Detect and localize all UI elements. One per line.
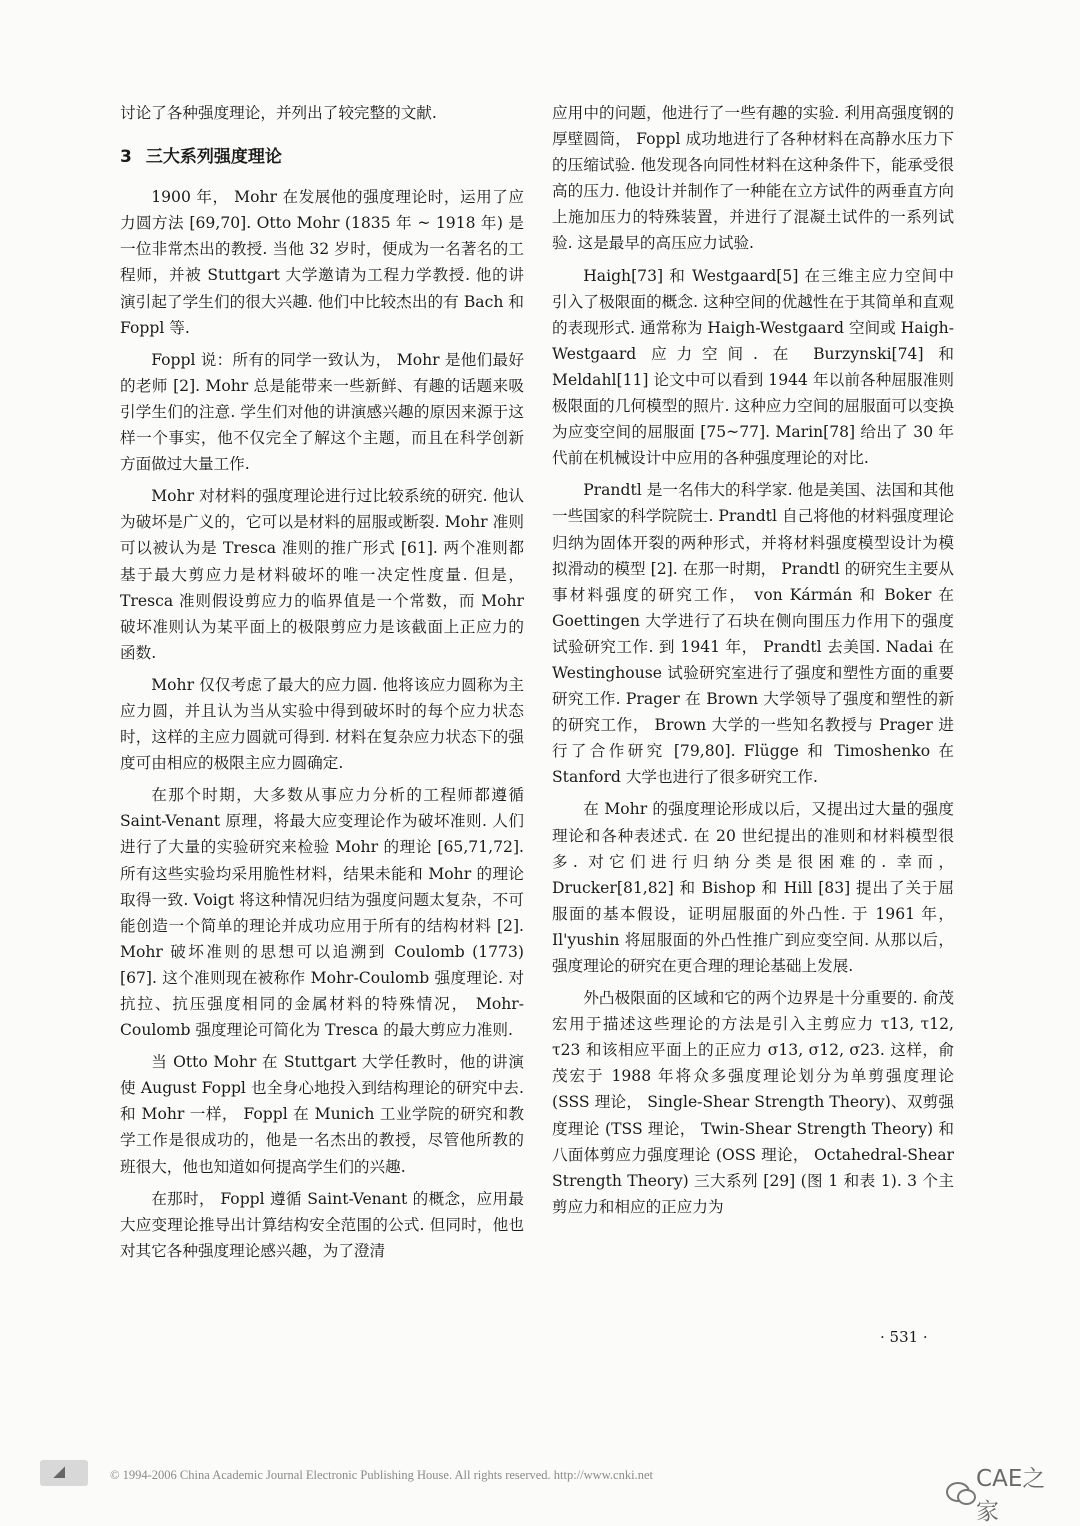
- page-number: · 531 ·: [880, 1328, 928, 1346]
- paragraph: 讨论了各种强度理论，并列出了较完整的文献.: [120, 104, 437, 122]
- footer: [40, 1456, 1050, 1525]
- paragraph: Haigh[73] 和 Westgaard[5] 在三维主应力空间中引入了极限面的概念. 这种空间的优越性在于其简单和直观的表现形式. 通常称为 Haigh-Westgaard 空间或 Haigh-Westgaard 应力空间. 在 Burzynski[74] 和 Meldahl[11] 论文中可以看到 1944 年以前各种屈服准则极限面的几何模型的照片. 这种应力空间的屈服面可以变换为应变空间的屈服面 [75~77]. Marin[78] 给出了 30 年代前在机械设计中应用的各种强度理论的对比.: [552, 266, 954, 468]
- section-heading: [120, 144, 524, 170]
- right-column: [552, 100, 954, 1226]
- paragraph: 在那时， Foppl 遵循 Saint-Venant 的概念，应用最大应变理论推导出计算结构安全范围的公式. 但同时，他也对其它各种强度理论感兴趣，为了澄清: [120, 1189, 524, 1260]
- paragraph: 外凸极限面的区域和它的两个边界是十分重要的. 俞茂宏用于描述这些理论的方法是引入主剪应力 τ13, τ12, τ23 和该相应平面上的正应力 σ13, σ12, σ23. 这样，俞茂宏于 1988 年将众多强度理论划分为单剪强度理论 (SSS 理论， Single-Shear Strength Theory)、双剪强度理论 (TSS 理论， Twin-Shear Strength Theory) 和八面体剪应力强度理论 (OSS 理论， Octahedral-Shear Strength Theory) 三大系列 [29] (图 1 和表 1). 3 个主剪应力和相应的正应力为: [552, 989, 954, 1216]
- copyright-text: © 1994-2006 China Academic Journal Electronic Publishing House. All rights reserved. http://www.cnki.net: [110, 1468, 653, 1482]
- paragraph: 1900 年， Mohr 在发展他的强度理论时，运用了应力圆方法 [69,70]. Otto Mohr (1835 年 ~ 1918 年) 是一位非常杰出的教授. 当他 32 岁时，便成为一名著名的工程师，并被 Stuttgart 大学邀请为工程力学教授. 他的讲演引起了学生们的很大兴趣. 他们中比较杰出的有 Bach 和 Foppl 等.: [120, 188, 524, 337]
- section-number: 3: [120, 147, 132, 168]
- paragraph: Mohr 对材料的强度理论进行过比较系统的研究. 他认为破坏是广义的，它可以是材料的屈服或断裂. Mohr 准则可以被认为是 Tresca 准则的推广形式 [61]. 两个准则都基于最大剪应力是材料破坏的唯一决定性度量. 但是， Tresca 准则假设剪应力的临界值是一个常数，而 Mohr 破坏准则认为某平面上的极限剪应力是该截面上正应力的函数.: [120, 487, 524, 662]
- paragraph: Foppl 说：所有的同学一致认为， Mohr 是他们最好的老师 [2]. Mohr 总是能带来一些新鲜、有趣的话题来吸引学生们的注意. 学生们对他的讲演感兴趣的原因来源于这样一个事实，他不仅完全了解这个主题，而且在科学创新方面做过大量工作.: [120, 350, 524, 474]
- wechat-icon: [946, 1480, 970, 1506]
- cnki-logo-icon: ◢: [40, 1460, 88, 1486]
- paragraph: Prandtl 是一名伟大的科学家. 他是美国、法国和其他一些国家的科学院院士. Prandtl 自己将他的材料强度理论归纳为固体开裂的两种形式，并将材料强度模型设计为模拟滑动的模型 [2]. 在那一时期， Prandtl 的研究生主要从事材料强度的研究工作， von Kármán 和 Boker 在 Goettingen 大学进行了石块在侧向围压力作用下的强度试验研究工作. 到 1941 年， Prandtl 去美国. Nadai 在 Westinghouse 试验研究室进行了强度和塑性方面的重要研究工作. Prager 在 Brown 大学领导了强度和塑性的新的研究工作， Brown 大学的一些知名教授与 Prager 进行了合作研究 [79,80]. Flügge 和 Timoshenko 在 Stanford 大学也进行了很多研究工作.: [552, 481, 954, 787]
- paragraph: 当 Otto Mohr 在 Stuttgart 大学任教时，他的讲演使 August Foppl 也全身心地投入到结构理论的研究中去. 和 Mohr 一样， Foppl 在 Munich 工业学院的研究和教学工作是很成功的，他是一名杰出的教授，尽管他所教的班很大，他也知道如何提高学生们的兴趣.: [120, 1053, 524, 1176]
- section-title: 三大系列强度理论: [145, 147, 282, 168]
- paragraph: 应用中的问题，他进行了一些有趣的实验. 利用高强度钢的厚壁圆筒， Foppl 成功地进行了各种材料在高静水压力下的压缩试验. 他发现各向同性材料在这种条件下，能承受很高的压力. 他设计并制作了一种能在立方试件的两垂直方向上施加压力的特殊装置，并进行了混凝土试件的一系列试验. 这是最早的高压应力试验.: [552, 104, 954, 253]
- left-column: [120, 100, 524, 1270]
- paragraph: Mohr 仅仅考虑了最大的应力圆. 他将该应力圆称为主应力圆，并且认为当从实验中得到破坏时的每个应力状态时，这样的主应力圆就可得到. 材料在复杂应力状态下的强度可由相应的极限主应力圆确定.: [120, 675, 524, 773]
- paragraph: 在 Mohr 的强度理论形成以后，又提出过大量的强度理论和各种表述式. 在 20 世纪提出的准则和材料模型很多. 对它们进行归纳分类是很困难的. 幸而， Drucker[81,82] 和 Bishop 和 Hill [83] 提出了关于屈服面的基本假设，证明屈服面的外凸性. 于 1961 年， Il'yushin 将屈服面的外凸性推广到应变空间. 从那以后，强度理论的研究在更合理的理论基础上发展.: [552, 800, 954, 975]
- brand-name: CAE之家: [976, 1466, 1046, 1525]
- paragraph: 在那个时期，大多数从事应力分析的工程师都遵循 Saint-Venant 原理，将最大应变理论作为破坏准则. 人们进行了大量的实验研究来检验 Mohr 的理论 [65,71,72]. 所有这些实验均采用脆性材料，结果未能和 Mohr 的理论取得一致. Voigt 将这种情况归结为强度问题太复杂，不可能创造一个简单的理论并成功应用于所有的结构材料 [2]. Mohr 破坏准则的思想可以追溯到 Coulomb (1773)[67]. 这个准则现在被称作 Mohr-Coulomb 强度理论. 对抗拉、抗压强度相同的金属材料的特殊情况， Mohr-Coulomb 强度理论可简化为 Tresca 的最大剪应力准则.: [120, 786, 524, 1040]
- watermark-brand: [946, 1460, 1050, 1526]
